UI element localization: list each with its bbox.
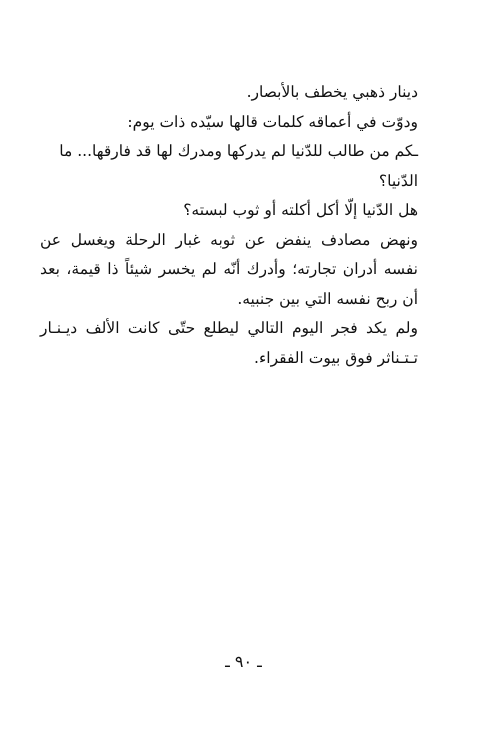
text-line-3: ـكم من طالب للدّنيا لم يدركها ومدرك لها قد فارقها... ما الدّنيا؟: [59, 142, 418, 190]
text-line-2: ودوّت في أعماقه كلمات قالها سيّده ذات يوم:: [127, 112, 418, 131]
paragraph-2: ولم يكد فجر اليوم التالي ليطلع حتّى كانت الألف ديـنـار تـتـناثر فوق بيوت الفقراء.: [40, 319, 418, 367]
body-text: [40, 78, 418, 373]
text-line-1: دينار ذهبي يخطف بالأبصار.: [246, 83, 418, 101]
page-number: ـ ٩٠ ـ: [225, 652, 262, 671]
text-line-4: هل الدّنيا إلّا أكل أكلته أو ثوب لبسته؟: [183, 201, 418, 219]
paragraph-1: ونهض مصادف ينفض عن ثوبه غبار الرحلة ويغسل عن نفسه أدران تجارته؛ وأدرك أنّه لم يخسر شيئاً ذا قيمة، بعد أن ربح نفسه التي بين جنبيه.: [40, 230, 418, 308]
